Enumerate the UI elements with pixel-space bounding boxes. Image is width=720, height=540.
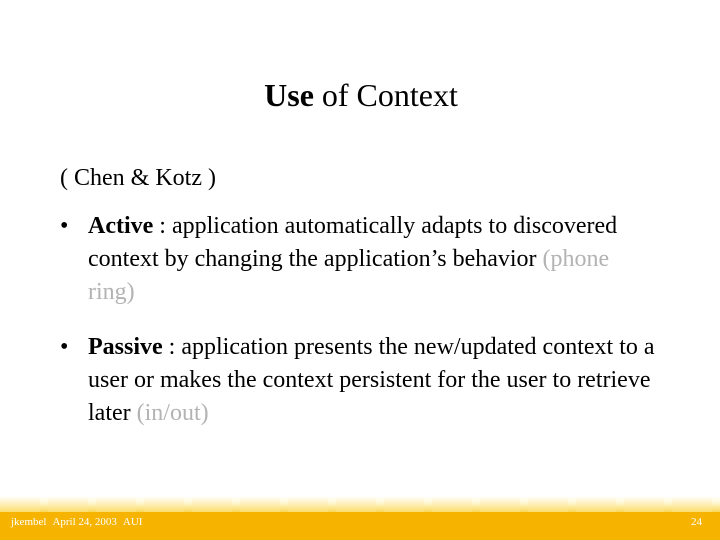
footer-info (11, 515, 148, 529)
page-number: 24 (691, 516, 702, 528)
footer-block (432, 496, 472, 512)
slide-subtitle: ( Chen & Kotz ) (60, 165, 216, 191)
bullet-dot: • (60, 334, 69, 360)
footer-block (384, 496, 424, 512)
footer-block (96, 496, 136, 512)
bullet-term: Passive (88, 334, 163, 360)
footer-block (624, 496, 664, 512)
footer-block (576, 496, 616, 512)
bullet-example: (in/out) (136, 400, 209, 426)
bullet-item-passive (60, 331, 660, 430)
footer-block (480, 496, 520, 512)
bullet-dot: • (60, 213, 69, 239)
footer-block (336, 496, 376, 512)
footer-block (0, 496, 40, 512)
bullet-list (60, 210, 660, 452)
slide-title-rest: of Context (313, 77, 458, 113)
slide-title-bold: Use (264, 77, 314, 113)
bullet-term: Active (88, 213, 154, 239)
footer-block (528, 496, 568, 512)
slide-footer (0, 496, 720, 540)
footer-block (48, 496, 88, 512)
footer-block (672, 496, 712, 512)
footer-block (144, 496, 184, 512)
footer-block (240, 496, 280, 512)
footer-decoration (0, 496, 720, 512)
bullet-example: (phone ring) (88, 246, 610, 305)
bullet-item-active (60, 210, 660, 309)
slide-title (0, 76, 720, 114)
footer-author: jkembel (11, 516, 47, 528)
bullet-text: : application presents the new/updated context to a user or makes the context persistent for the user to retrieve later (88, 334, 655, 426)
footer-block (288, 496, 328, 512)
footer-block (192, 496, 232, 512)
footer-date: April 24, 2003 (52, 516, 117, 528)
bullet-text: : application automatically adapts to discovered context by changing the application’s behavior (88, 213, 618, 272)
footer-course: AUI (122, 516, 143, 528)
